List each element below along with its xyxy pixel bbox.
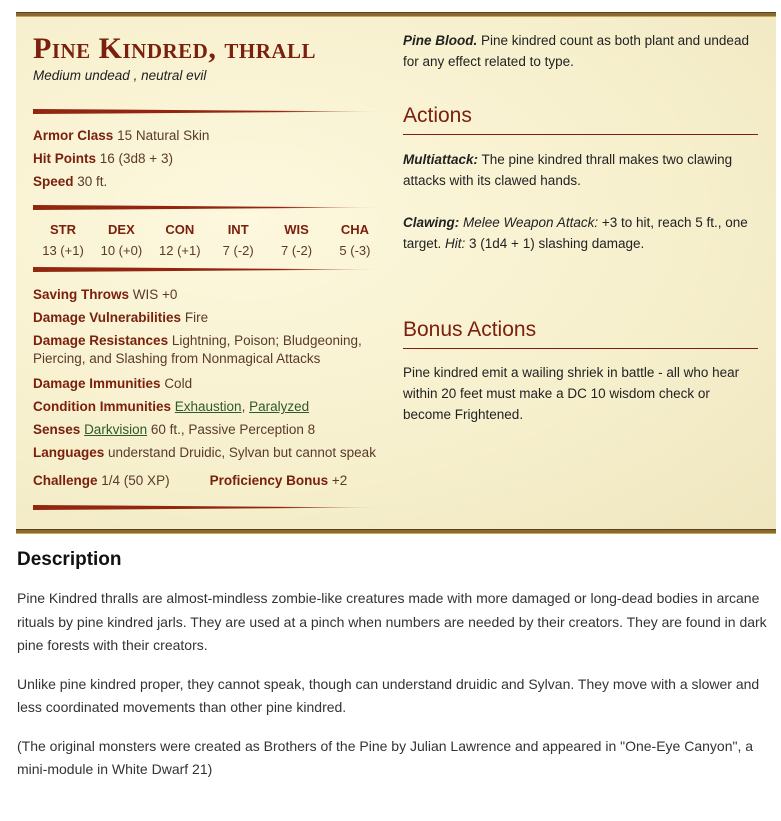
action-multiattack: Multiattack: The pine kindred thrall makes two clawing attacks with its clawed hands. xyxy=(403,152,733,188)
challenge-row xyxy=(33,469,385,492)
ability-wis: WIS 7 (-2) xyxy=(281,222,313,258)
trait-pine-blood: Pine Blood. Pine kindred count as both plant and undead for any effect related to type. xyxy=(403,33,749,69)
divider xyxy=(33,205,385,210)
monster-name: Pine Kindred, thrall xyxy=(33,32,317,65)
damage-immunities: Damage Immunities Cold xyxy=(33,376,193,391)
actions-heading: Actions xyxy=(403,104,758,135)
divider xyxy=(33,109,385,114)
ability-con: CON 12 (+1) xyxy=(159,222,201,258)
ability-dex: DEX 10 (+0) xyxy=(100,222,143,258)
stat-block-top-bar xyxy=(16,12,776,17)
divider xyxy=(33,505,385,510)
description-paragraph: (The original monsters were created as Brothers of the Pine by Julian Lawrence and appeared in "One-Eye Canyon", a mini-module in White Dwarf 21) xyxy=(17,737,754,777)
ability-str: STR 13 (+1) xyxy=(42,222,84,258)
armor-class: Armor Class 15 Natural Skin xyxy=(33,128,210,143)
monster-meta: Medium undead , neutral evil xyxy=(33,68,207,83)
ability-int: INT 7 (-2) xyxy=(222,222,254,258)
saving-throws: Saving Throws WIS +0 xyxy=(33,287,178,302)
proficiency-bonus: Proficiency Bonus +2 xyxy=(209,473,348,488)
speed: Speed 30 ft. xyxy=(33,174,108,189)
darkvision-link[interactable]: Darkvision xyxy=(84,422,148,437)
damage-vulnerabilities: Damage Vulnerabilities Fire xyxy=(33,310,209,325)
divider xyxy=(33,267,385,272)
stat-block-right-column xyxy=(403,30,758,425)
hit-points: Hit Points 16 (3d8 + 3) xyxy=(33,151,173,166)
description-heading: Description xyxy=(17,549,122,570)
stat-block-left-column xyxy=(33,34,385,510)
description-section xyxy=(17,549,767,797)
condition-immunities: Condition Immunities Exhaustion, Paralyzed xyxy=(33,399,310,414)
action-clawing: Clawing: Melee Weapon Attack: +3 to hit, reach 5 ft., one target. Hit: 3 (1d4 + 1) slashing damage. xyxy=(403,215,748,251)
ability-cha: CHA 5 (-3) xyxy=(339,222,371,258)
description-paragraph: Pine Kindred thralls are almost-mindless zombie-like creatures made with more damaged or long-dead bodies in arcane rituals by pine kindred jarls. They are used at a pinch when numbers are needed by their creators. They are found in dark pine forests with their creators. xyxy=(17,590,767,653)
senses: Senses Darkvision 60 ft., Passive Perception 8 xyxy=(33,422,316,437)
damage-resistances: Damage Resistances Lightning, Poison; Bludgeoning, Piercing, and Slashing from Nonmagical Attacks xyxy=(33,333,362,366)
stat-block-bottom-bar xyxy=(16,529,776,534)
bonus-action-shriek: Pine kindred emit a wailing shriek in battle - all who hear within 20 feet must make a DC 10 wisdom check or become Frightened. xyxy=(403,365,740,422)
ability-scores xyxy=(33,222,385,258)
challenge: Challenge 1/4 (50 XP) xyxy=(33,473,170,488)
stat-block xyxy=(16,12,776,534)
paralyzed-link[interactable]: Paralyzed xyxy=(249,399,310,414)
exhaustion-link[interactable]: Exhaustion xyxy=(174,399,242,414)
bonus-actions-heading: Bonus Actions xyxy=(403,318,758,349)
description-paragraph: Unlike pine kindred proper, they cannot speak, though can understand druidic and Sylvan. They move with a slower and less coordinated movements than other pine kindred. xyxy=(17,675,760,715)
languages: Languages understand Druidic, Sylvan but cannot speak xyxy=(33,445,376,460)
